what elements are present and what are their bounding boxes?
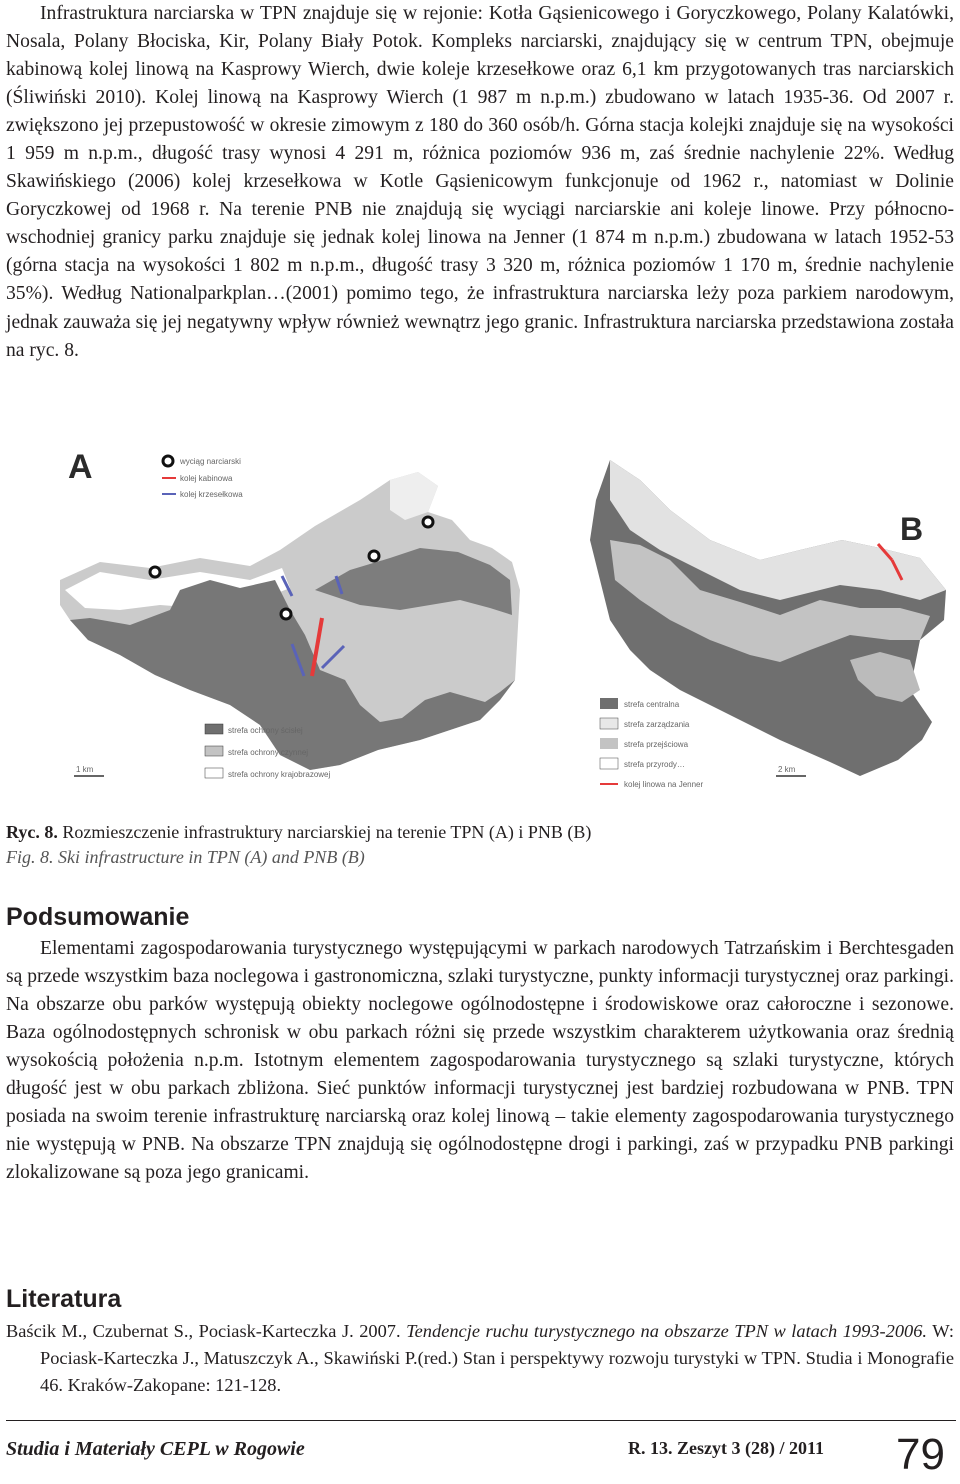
caption-label: Ryc. 8.	[6, 822, 58, 842]
figure-caption-pl	[6, 820, 591, 844]
intro-paragraph	[6, 0, 954, 365]
map-b	[580, 440, 960, 800]
caption-text: Rozmieszczenie infrastruktury narciarskiej na terenie TPN (A) i PNB (B)	[62, 822, 592, 842]
literature-list	[6, 1318, 954, 1399]
page-number: 79	[896, 1430, 945, 1479]
lit-rest: W: Pociask-Karteczka J., Matuszczyk A., Skawiński P.(red.) Stan i perspektywy rozwoju turystyki w TPN. Studia i Monografie 46. Kraków-Zakopane: 121-128.	[40, 1321, 954, 1395]
svg-text:strefa przejściowa: strefa przejściowa	[624, 740, 689, 749]
footer-issue: R. 13. Zeszyt 3 (28) / 2011	[628, 1438, 824, 1458]
svg-text:strefa ochrony krajobrazowej: strefa ochrony krajobrazowej	[228, 770, 331, 779]
summary-text: Elementami zagospodarowania turystycznego występującymi w parkach narodowych Tatrzańskim i Berchtesgaden są przede wszystkim baza noclegowa i gastronomiczna, szlaki turystyczne, punkty informacji turystycznej oraz parkingi. Na obszarze obu parków występują obiekty noclegowe ogólnodostępne i środowiskowe oraz całoroczne i sezonowe. Baza ogólnodostępnych schronisk w obu parkach różni się przede wszystkim charakterem użytkowania oraz średnią wysokością położenia n.p.m. Istotnym elementem zagospodarowania turystycznego są szlaki turystyczne, których długość jest w obu parkach zbliżona. Sieć punktów informacji turystycznej jest bardziej rozbudowana w PNB. TPN posiada na swoim terenie infrastrukturę narciarską oraz kolej linową – takie elementy zagospodarowania turystycznego nie występują w PNB. Na obszarze TPN znajdują się ogólnodostępne drogi i parkingi, zaś w przypadku PNB parkingi zlokalizowane są poza jego granicami.	[6, 938, 954, 1184]
svg-text:1 km: 1 km	[76, 765, 94, 774]
figure-8	[0, 440, 960, 806]
lit-title: Tendencje ruchu turystycznego na obszarze TPN w latach 1993-2006.	[406, 1321, 928, 1341]
lit-authors: Baścik M., Czubernat S., Pociask-Karteczka J. 2007.	[6, 1321, 407, 1341]
svg-text:strefa centralna: strefa centralna	[624, 700, 680, 709]
map-a	[60, 440, 520, 800]
svg-text:strefa ochrony ścisłej: strefa ochrony ścisłej	[228, 726, 303, 735]
svg-text:kolej linowa na Jenner: kolej linowa na Jenner	[624, 780, 704, 789]
svg-text:kolej krzesełkowa: kolej krzesełkowa	[180, 490, 243, 499]
map-b-label: B	[900, 511, 924, 547]
svg-text:wyciąg narciarski: wyciąg narciarski	[180, 457, 241, 466]
literature-heading: Literatura	[6, 1285, 122, 1313]
svg-text:2 km: 2 km	[778, 765, 796, 774]
map-a-label: A	[68, 448, 93, 486]
map-b-scale	[776, 765, 806, 776]
footer-journal: Studia i Materiały CEPL w Rogowie	[6, 1438, 305, 1460]
svg-text:strefa przyrody…: strefa przyrody…	[624, 760, 685, 769]
map-a-scale	[74, 765, 104, 776]
footer-rule	[6, 1420, 956, 1421]
svg-text:kolej kabinowa: kolej kabinowa	[180, 474, 233, 483]
svg-text:strefa ochrony czynnej: strefa ochrony czynnej	[228, 748, 309, 757]
map-a-legend	[162, 456, 243, 499]
intro-text: Infrastruktura narciarska w TPN znajduje się w rejonie: Kotła Gąsienicowego i Goryczkowego, Polany Kalatówki, Nosala, Polany Błociska, Kir, Polany Biały Potok. Kompleks narciarski, znajdujący się w centrum TPN, obejmuje kabinową kolej linową na Kasprowy Wierch, dwie koleje krzesełkowe oraz 6,1 km przygotowanych tras narciarskich (Śliwiński 2010). Kolej linową na Kasprowy Wierch (1 987 m n.p.m.) zbudowano w latach 1935-36. Od 2007 r. zwiększono jej przepustowość w okresie zimowym z 180 do 360 osób/h. Górna stacja kolejki znajduje się na wysokości 1 959 m n.p.m., długość trasy wynosi 4 291 m, różnica poziomów 936 m, zaś średnie nachylenie 22%. Według Skawińskiego (2006) kolej krzesełkowa w Kotle Gąsienicowym funkcjonuje od 1962 r., natomiast w Dolinie Goryczkowej od 1968 r. Na terenie PNB nie znajdują się wyciągi narciarskie ani koleje linowe. Przy północno-wschodniej granicy parku znajduje się jednak kolej linowa na Jenner (1 874 m n.p.m.) zbudowana w latach 1952-53 (górna stacja na wysokości 1 802 m n.p.m., długość trasy 3 320 m, różnica poziomów 1 170 m, średnie nachylenie 35%). Według Nationalparkplan…(2001) pomimo tego, że infrastruktura narciarska leży poza parkiem narodowym, jednak zauważa się jej negatywny wpływ również wewnątrz jego granic. Infrastruktura narciarska przedstawiona została na ryc. 8.	[6, 3, 954, 361]
summary-paragraph	[6, 935, 954, 1187]
figure-caption-en: Fig. 8. Ski infrastructure in TPN (A) and PNB (B)	[6, 847, 365, 867]
map-b-legend	[600, 698, 703, 789]
svg-text:strefa zarządzania: strefa zarządzania	[624, 720, 690, 729]
summary-heading: Podsumowanie	[6, 903, 190, 931]
literature-entry	[6, 1318, 954, 1399]
